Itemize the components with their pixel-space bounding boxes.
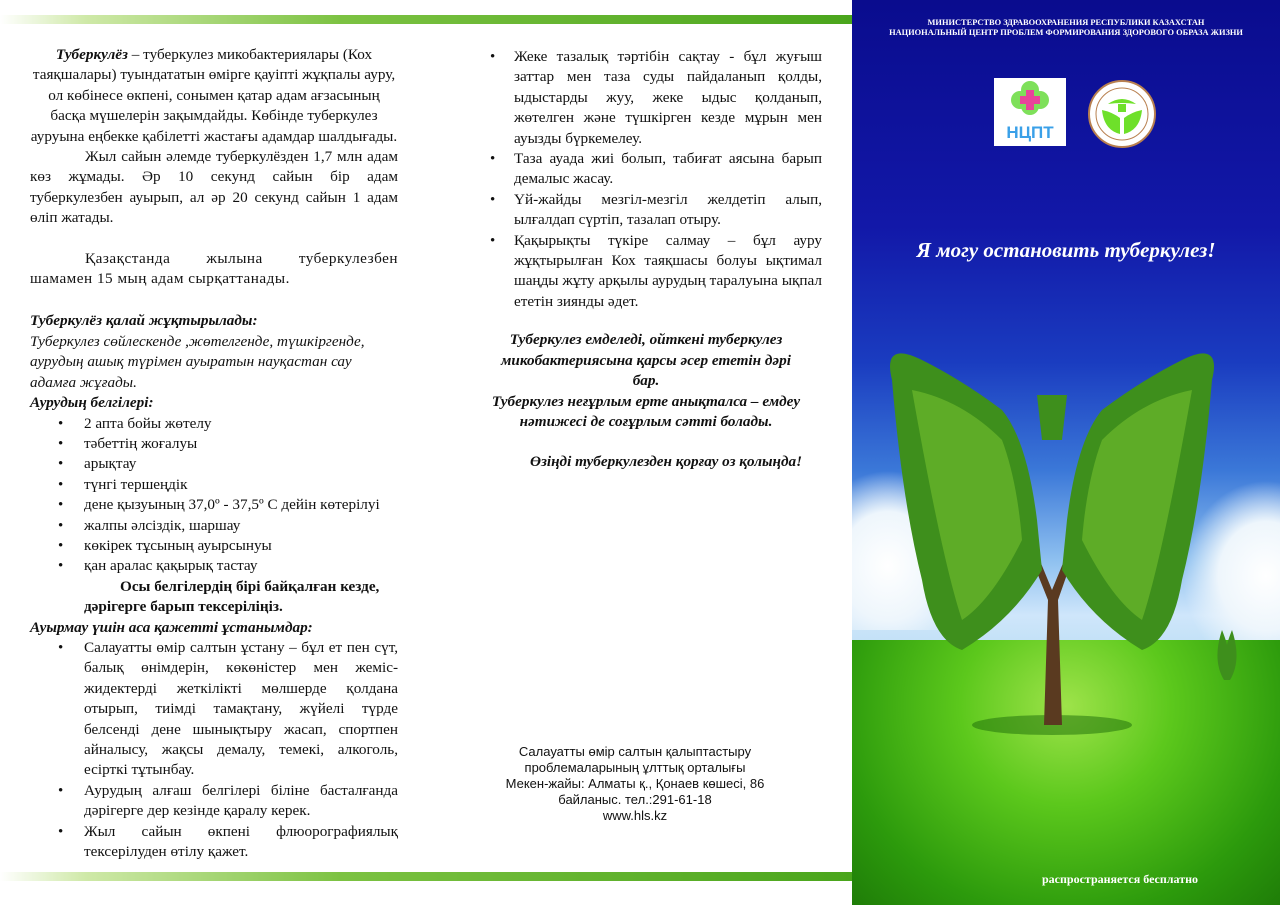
contact-phone: байланыс. тел.:291-61-18 xyxy=(558,792,712,807)
symptoms-list xyxy=(30,414,398,577)
bottom-green-stripe xyxy=(0,872,852,881)
hygiene-list xyxy=(470,47,822,312)
cover-panel xyxy=(852,0,1280,905)
transmission-text: Туберкулез сөйлескенде ,жөтелгенде, түшкіргенде, аурудың ашық түрімен ауыратын науқастан сау адамға жұғады. xyxy=(30,332,365,391)
list-item: • 2 апта бойы жөтелу xyxy=(30,414,398,434)
list-item: • Жыл сайын өкпені флюорографиялық тексерілуден өтілу қажет. xyxy=(30,822,398,863)
list-item: • Салауатты өмір салтын ұстану – бұл ет пен сүт, балық өнімдерін, көкөністер мен жеміс-жидектерді жеткілікті мөлшерде қолдана отырып, тиімді тамақтану, жүйелі түрде белсенді дене шынықтыру жасап, спортпен айналысу, жақсы демалу, темекі, алкоголь, есірткі тұтынбау. xyxy=(30,638,398,781)
list-item: • көкірек тұсының ауырсынуы xyxy=(30,536,398,556)
middle-panel xyxy=(470,47,822,473)
list-item: • арықтау xyxy=(30,454,398,474)
list-item: • қан аралас қақырық тастау xyxy=(30,556,398,576)
center-name: НАЦИОНАЛЬНЫЙ ЦЕНТР ПРОБЛЕМ ФОРМИРОВАНИЯ ЗДОРОВОГО ОБРАЗА ЖИЗНИ xyxy=(889,28,1243,37)
kz-stats: Қазақстанда жылына туберкулезбен шамамен 15 мың адам сырқаттанады. xyxy=(30,249,398,288)
contact-line: Салауатты өмір салтын қалыптастыру xyxy=(518,744,752,759)
website-link[interactable]: www.hls.kz xyxy=(602,808,668,823)
list-item: • Аурудың алғаш белгілері біліне басталғанда дәрігерге дер кезінде қаралу керек. xyxy=(30,781,398,822)
prevention-list xyxy=(30,638,398,862)
contact-address: Мекен-жайы: Алматы қ., Қонаев көшесі, 86 xyxy=(505,776,765,791)
free-distribution-note: распространяется бесплатно xyxy=(1042,872,1199,886)
symptoms-title: Аурудың белгілері: xyxy=(30,394,154,412)
treatment-text: Туберкулез емделеді, ойткені туберкулез микобактериясына қарсы әсер ететін дәрі бар. xyxy=(501,331,791,390)
contact-block xyxy=(470,744,800,824)
ncpt-logo-text: НЦПТ xyxy=(1006,123,1054,142)
list-item: • Қақырықты түкіре салмау – бұл ауру жұқтырылған Кох таяқшасы болуы ықтимал шаңды жұту арқылы аурудың таралуына ықпал ететін зиянды әдет. xyxy=(470,231,822,313)
list-item: • дене қызуының 37,0º - 37,5º С дейін көтерілуі xyxy=(30,495,398,515)
cover-slogan: Я могу остановить туберкулез! xyxy=(916,238,1216,262)
world-stats: Жыл сайын әлемде туберкулёзден 1,7 млн адам көз жұмады. Әр 10 секунд сайын бір адам туберкулезбен ауырып, ал әр 20 секунд сайын 1 адам өліп жатады. xyxy=(30,148,398,227)
symptoms-note: Осы белгілердің бірі байқалған кезде, дәрігерге барып тексеріліңіз. xyxy=(84,577,380,616)
top-green-stripe xyxy=(0,15,852,24)
ministry-name: МИНИСТЕРСТВО ЗДРАВООХРАНЕНИЯ РЕСПУБЛИКИ КАЗАХСТАН xyxy=(927,18,1205,27)
transmission-title: Туберкулёз қалай жұқтырылады: xyxy=(30,312,258,330)
list-item: • Үй-жайды мезгіл-мезгіл желдетіп алып, ылғалдап сүртіп, тазалап отыру. xyxy=(470,190,822,231)
early-detection-text: Туберкулез неғұрлым ерте анықталса – емдеу нәтижесі де соғұрлым сәтті болады. xyxy=(491,392,801,430)
list-item: • Таза ауада жиі болып, табиғат аясына барып демалыс жасау. xyxy=(470,149,822,190)
motto: Өзіңді туберкулезден қорғау оз қолыңда! xyxy=(529,453,803,471)
list-item: • жалпы әлсіздік, шаршау xyxy=(30,516,398,536)
intro-paragraph: Туберкулёз – туберкулез микобактериялары (Кох таяқшалары) туындататын өмірге қауіпті жұқпалы ауру, ол көбінесе өкпені, сонымен қатар адам ағзасының басқа мүшелерін зақымдайды. Көбінде туберкулез ауруына еңбекке қабілетті жастағы адамдар шалдығады. xyxy=(30,46,398,145)
prevention-title: Ауырмау үшін аса қажетті ұстанымдар: xyxy=(30,618,313,636)
left-panel xyxy=(30,45,398,862)
lung-tree-illustration xyxy=(852,0,1280,905)
contact-line: проблемаларының ұлттық орталығы xyxy=(524,760,746,775)
list-item: • Жеке тазалық тәртібін сақтау - бұл жуғыш заттар мен таза суды пайдаланып қолды, ыдыстарды жуу, жеке ыдыс қолданып, жөтелген және түшкірген кезде мұрын мен ауызды бүркемелеу. xyxy=(470,47,822,149)
list-item: • түнгі тершеңдік xyxy=(30,475,398,495)
list-item: • тәбеттің жоғалуы xyxy=(30,434,398,454)
